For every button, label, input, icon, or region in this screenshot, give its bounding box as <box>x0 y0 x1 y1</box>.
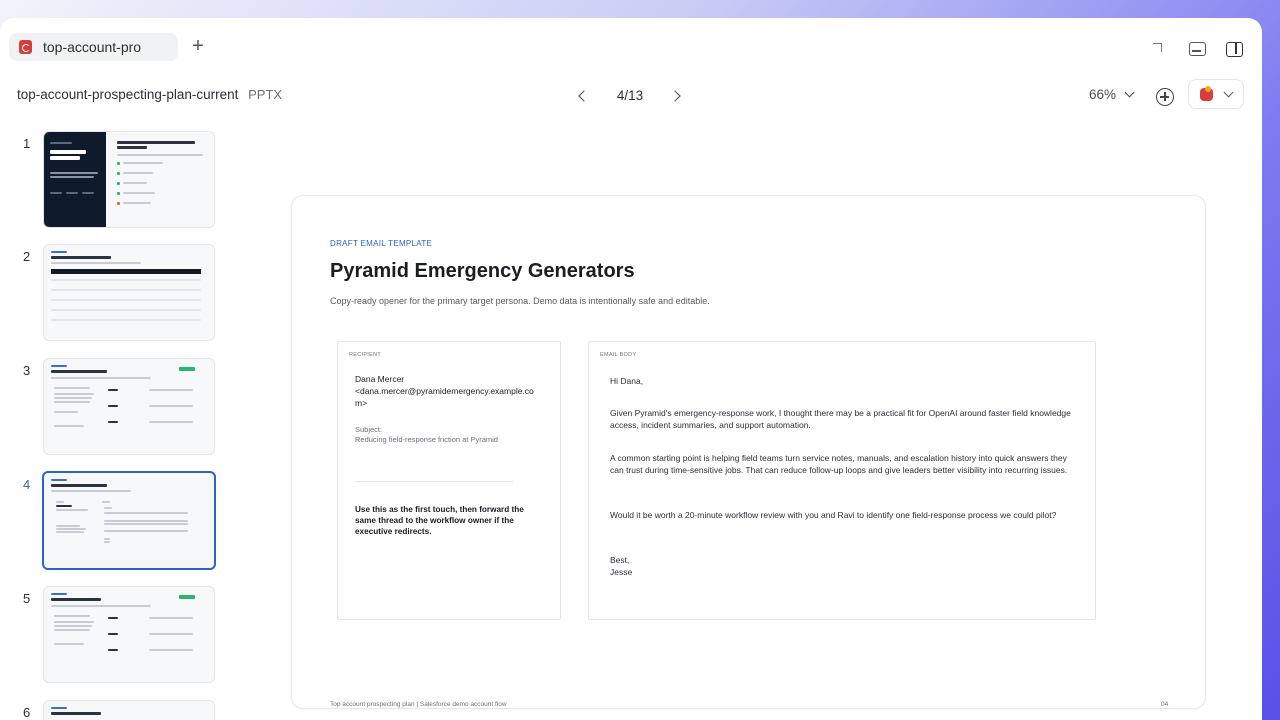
subject-label: Subject: <box>355 425 383 434</box>
thumbnail-row <box>0 358 240 458</box>
next-page-chevron-icon[interactable] <box>668 87 686 105</box>
thumbnail-row <box>0 131 240 231</box>
recipient-card <box>337 341 561 620</box>
app-window <box>0 18 1262 720</box>
add-comment-icon[interactable] <box>1156 88 1174 106</box>
thumbnail-number: 1 <box>23 136 31 151</box>
current-slide-canvas[interactable] <box>291 195 1206 709</box>
slide-thumbnails-panel <box>0 116 240 720</box>
slide-page-number: 04 <box>1161 701 1169 708</box>
recipient-email: <dana.mercer@pyramidemergency.example.com> <box>355 386 534 408</box>
chevron-down-icon <box>1125 88 1135 98</box>
presentation-file-icon <box>19 40 32 54</box>
document-title <box>17 87 282 102</box>
app-logo-icon <box>1200 88 1213 101</box>
zoom-level: 66% <box>1089 87 1117 102</box>
thumbnail-number: 3 <box>23 363 31 378</box>
tab-label: top-account-pro <box>43 39 142 55</box>
account-menu-button[interactable] <box>1188 79 1244 109</box>
expand-icon[interactable] <box>1150 40 1168 58</box>
thumbnail-row <box>0 586 240 686</box>
document-tab[interactable] <box>9 33 178 61</box>
email-body-label: EMAIL BODY <box>600 352 637 358</box>
slide-thumbnail-4-selected[interactable] <box>42 471 216 570</box>
slide-thumbnail-5[interactable] <box>43 586 215 683</box>
slide-kicker: DRAFT EMAIL TEMPLATE <box>330 239 433 248</box>
tab-bar <box>0 18 1262 76</box>
slide-thumbnail-6[interactable] <box>43 700 215 720</box>
slide-thumbnail-3[interactable] <box>43 358 215 455</box>
email-body-card <box>588 341 1096 620</box>
thumbnail-number: 6 <box>23 705 31 720</box>
thumb-cover-panel <box>44 132 106 228</box>
zoom-dropdown[interactable] <box>1089 87 1133 102</box>
thumbnail-number: 5 <box>23 591 31 606</box>
document-type: PPTX <box>248 87 283 102</box>
email-paragraph-3: Would it be worth a 20-minute workflow review with you and Ravi to identify one field-response process we could pilot? <box>610 510 1057 520</box>
thumbnail-row <box>0 700 240 720</box>
slide-title: Pyramid Emergency Generators <box>330 260 635 282</box>
page-navigator <box>572 83 688 109</box>
slide-thumbnail-2[interactable] <box>43 244 215 341</box>
slide-thumbnail-1[interactable] <box>43 131 215 228</box>
previous-page-chevron-icon[interactable] <box>574 87 592 105</box>
thumbnail-number: 2 <box>23 249 31 264</box>
email-greeting: Hi Dana, <box>610 376 644 386</box>
email-paragraph-2: A common starting point is helping field teams turn service notes, manuals, and escalation history into quick answers they can trust during time-sensitive jobs. That can reduce follow-up loops and give leaders better visibility into recurring issues. <box>610 453 1068 475</box>
bottom-panel-icon[interactable] <box>1188 40 1206 58</box>
thumbnail-row <box>0 472 240 572</box>
divider <box>355 481 513 482</box>
recipient-label: RECIPIENT <box>349 352 382 358</box>
side-panel-icon[interactable] <box>1225 40 1243 58</box>
thumbnail-number: 4 <box>23 477 31 492</box>
chevron-down-icon <box>1224 88 1234 98</box>
email-signature: Jesse <box>610 567 633 577</box>
recipient-contact <box>355 373 537 409</box>
slide-subtitle: Copy-ready opener for the primary target persona. Demo data is intentionally safe and editable. <box>330 296 710 306</box>
email-signoff: Best, <box>610 555 630 565</box>
recipient-name: Dana Mercer <box>355 374 405 384</box>
new-tab-plus-icon[interactable]: + <box>192 35 204 57</box>
document-name: top-account-prospecting-plan-current <box>17 87 239 102</box>
email-paragraph-1: Given Pyramid's emergency-response work, I thought there may be a practical fit for OpenAI around faster field knowledge access, incident summaries, and support automation. <box>610 408 1071 430</box>
usage-note: Use this as the first touch, then forward the same thread to the workflow owner if the executive redirects. <box>355 505 524 536</box>
subject-line: Reducing field-response friction at Pyramid <box>355 435 498 444</box>
slide-footer: Top account prospecting plan | Salesforce demo account flow <box>330 701 507 708</box>
page-indicator: 4/13 <box>616 88 644 103</box>
document-toolbar <box>0 76 1262 116</box>
thumbnail-row <box>0 244 240 344</box>
